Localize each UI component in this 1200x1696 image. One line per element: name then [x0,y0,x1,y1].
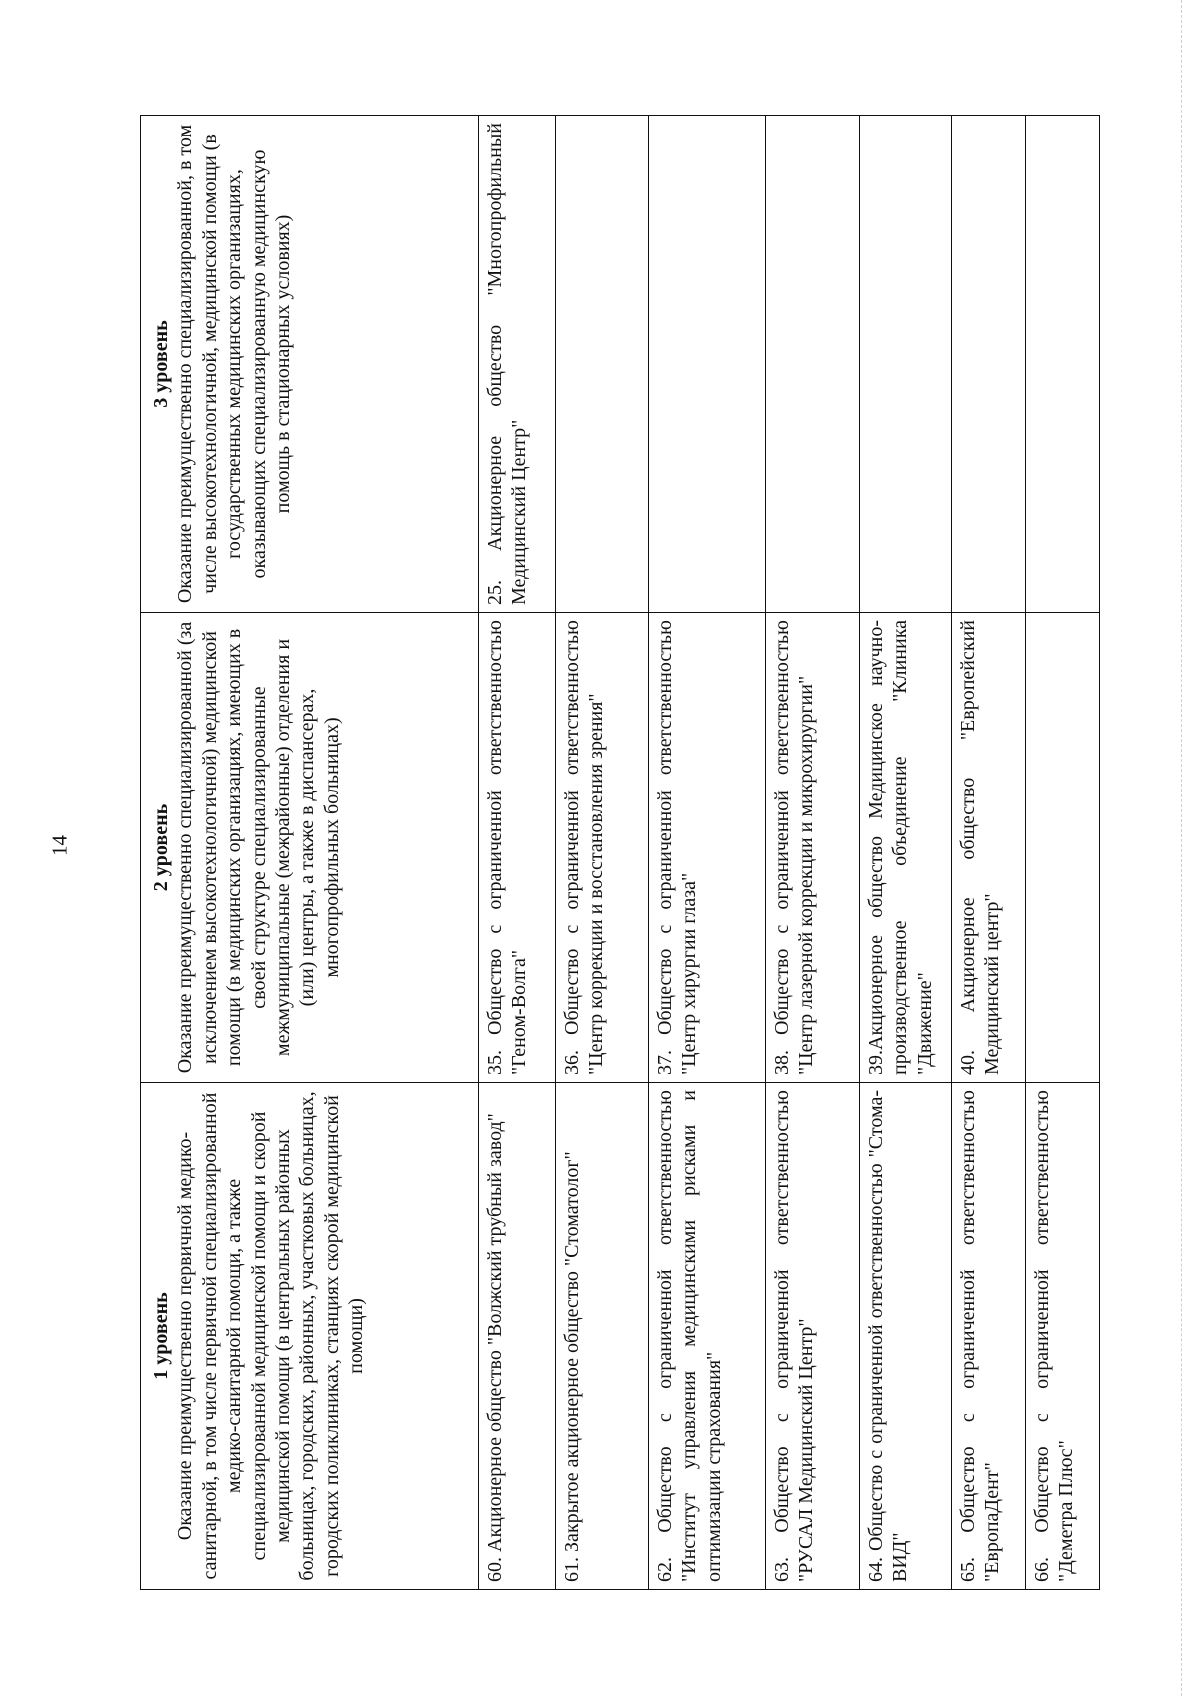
table-row [952,116,1026,1590]
header-level-2 [141,613,479,1083]
cell-level-1: 64. Общество с ограниченной ответственностью "Стома-ВИД" [860,1083,952,1590]
rotated-table-container [140,116,1078,1590]
cell-level-3 [649,116,766,613]
page-number: 14 [47,835,72,856]
cell-level-2 [1026,613,1100,1083]
cell-level-2: 38. Общество с ограниченной ответственностью "Центр лазерной коррекции и микрохирургии" [766,613,860,1083]
cell-level-1: 61. Закрытое акционерное общество "Стоматолог" [556,1083,649,1590]
cell-level-3 [556,116,649,613]
cell-level-2: 37. Общество с ограниченной ответственностью "Центр хирургии глаза" [649,613,766,1083]
header-level-3-description: Оказание преимущественно специализированной, в том числе высокотехнологичной, медицинской помощи (в государственных медицинских организациях, оказывающих специализированную медицинскую помощь в стационарных условиях) [174,124,294,604]
table-row [766,116,860,1590]
scan-margin-line [1181,0,1182,1696]
header-level-3-title: 3 уровень [150,320,172,408]
header-level-2-description: Оказание преимущественно специализированной (за исключением высокотехнологичной) медицинской помощи (в медицинских организациях, имеющих в своей структуре специализированные межмуниципальные (межрайонные) отделения и (или) центры, а также в диспансерах, многопрофильных больницах) [174,621,343,1074]
cell-level-3: 25. Акционерное общество "Многопрофильный Медицинский Центр" [479,116,556,613]
cell-level-2: 40. Акционерное общество "Европейский Медицинский центр" [952,613,1026,1083]
table-row [860,116,952,1590]
table-row [649,116,766,1590]
header-level-3 [141,116,479,613]
cell-level-1: 62. Общество с ограниченной ответственностью "Институт управления медицинскими рисками и оптимизации страхования" [649,1083,766,1590]
cell-level-1: 66. Общество с ограниченной ответственностью "Деметра Плюс" [1026,1083,1100,1590]
table-row [1026,116,1100,1590]
table-row [556,116,649,1590]
header-level-2-title: 2 уровень [150,803,172,892]
cell-level-2: 39.Акционерное общество Медицинское научно-производственное объединение "Клиника "Движение" [860,613,952,1083]
cell-level-1: 63. Общество с ограниченной ответственностью "РУСАЛ Медицинский Центр" [766,1083,860,1590]
cell-level-3 [1026,116,1100,613]
medical-organizations-table [140,115,1100,1590]
cell-level-2: 35. Общество с ограниченной ответственностью "Геном-Волга" [479,613,556,1083]
table-row [479,116,556,1590]
cell-level-3 [952,116,1026,613]
header-level-1-title: 1 уровень [150,1292,172,1380]
cell-level-1: 60. Акционерное общество "Волжский трубный завод" [479,1083,556,1590]
cell-level-3 [860,116,952,613]
cell-level-3 [766,116,860,613]
table-header-row [141,116,479,1590]
header-level-1 [141,1083,479,1590]
cell-level-2: 36. Общество с ограниченной ответственностью "Центр коррекции и восстановления зрения" [556,613,649,1083]
cell-level-1: 65. Общество с ограниченной ответственностью "ЕвропаДент" [952,1083,1026,1590]
header-level-1-description: Оказание преимущественно первичной медико-санитарной, в том числе первичной специализированной медико-санитарной помощи, а также специализированной медицинской помощи и скорой медицинской помощи (в центральных районных больницах, городских, районных, участковых больницах, городских поликлиниках, станциях скорой медицинской помощи) [174,1091,368,1581]
